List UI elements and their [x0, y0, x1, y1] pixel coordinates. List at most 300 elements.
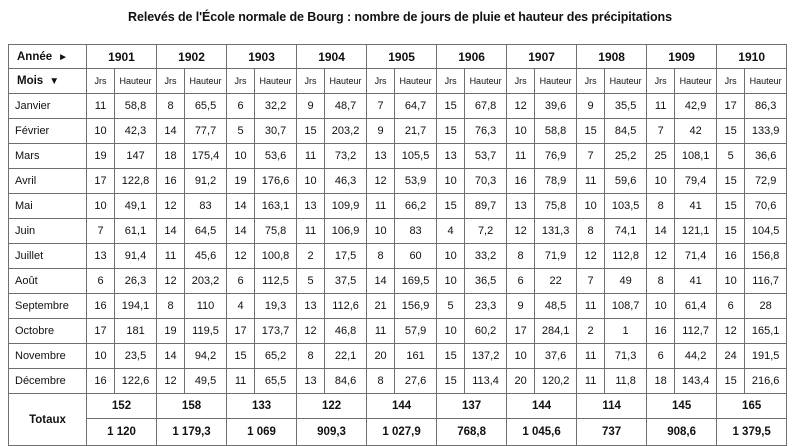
hauteur-cell: 23,5 [115, 344, 157, 369]
total-jours-cell: 122 [297, 394, 367, 419]
total-hauteur-cell: 908,6 [647, 419, 717, 446]
jours-cell: 17 [717, 94, 745, 119]
hauteur-cell: 42,9 [675, 94, 717, 119]
jours-cell: 13 [87, 244, 115, 269]
jours-cell: 11 [297, 144, 325, 169]
hauteur-cell: 67,8 [465, 94, 507, 119]
jours-cell: 11 [227, 369, 255, 394]
hauteur-cell: 161 [395, 344, 437, 369]
jours-cell: 20 [507, 369, 535, 394]
hauteur-cell: 37,6 [535, 344, 577, 369]
jours-cell: 16 [507, 169, 535, 194]
month-label: Octobre [9, 319, 87, 344]
jours-cell: 6 [647, 344, 675, 369]
jours-cell: 12 [717, 319, 745, 344]
jours-cell: 11 [367, 194, 395, 219]
table-row [9, 294, 787, 319]
jrs-header: Jrs [367, 69, 395, 94]
year-header: 1908 [577, 45, 647, 69]
month-label: Juin [9, 219, 87, 244]
month-label: Mars [9, 144, 87, 169]
hauteur-cell: 30,7 [255, 119, 297, 144]
total-jours-cell: 165 [717, 394, 787, 419]
table-row [9, 94, 787, 119]
jours-cell: 6 [717, 294, 745, 319]
total-jours-cell: 137 [437, 394, 507, 419]
hauteur-cell: 35,5 [605, 94, 647, 119]
jrs-header: Jrs [297, 69, 325, 94]
jours-cell: 16 [87, 369, 115, 394]
jours-cell: 7 [367, 94, 395, 119]
total-jours-cell: 114 [577, 394, 647, 419]
jrs-header: Jrs [437, 69, 465, 94]
hauteur-cell: 36,5 [465, 269, 507, 294]
hauteur-cell: 53,7 [465, 144, 507, 169]
hauteur-cell: 36,6 [745, 144, 787, 169]
jours-cell: 10 [437, 169, 465, 194]
jours-cell: 18 [157, 144, 185, 169]
hauteur-cell: 86,3 [745, 94, 787, 119]
jours-cell: 10 [507, 344, 535, 369]
jours-cell: 14 [367, 269, 395, 294]
hauteur-cell: 203,2 [185, 269, 227, 294]
jours-cell: 7 [577, 269, 605, 294]
jours-cell: 25 [647, 144, 675, 169]
month-label: Août [9, 269, 87, 294]
year-header: 1906 [437, 45, 507, 69]
jours-cell: 15 [717, 369, 745, 394]
hauteur-cell: 106,9 [325, 219, 367, 244]
total-hauteur-cell: 1 027,9 [367, 419, 437, 446]
total-hauteur-cell: 1 120 [87, 419, 157, 446]
jours-cell: 12 [367, 169, 395, 194]
jours-cell: 12 [647, 244, 675, 269]
jours-cell: 9 [577, 94, 605, 119]
jours-cell: 10 [87, 344, 115, 369]
hauteur-cell: 116,7 [745, 269, 787, 294]
jours-cell: 15 [437, 369, 465, 394]
jrs-header: Jrs [507, 69, 535, 94]
jours-cell: 12 [227, 244, 255, 269]
jours-cell: 16 [647, 319, 675, 344]
hauteur-cell: 17,5 [325, 244, 367, 269]
hauteur-cell: 76,9 [535, 144, 577, 169]
right-arrow-icon: ► [58, 51, 69, 63]
jours-cell: 5 [717, 144, 745, 169]
hauteur-header: Hauteur [745, 69, 787, 94]
hauteur-cell: 147 [115, 144, 157, 169]
hauteur-cell: 42 [675, 119, 717, 144]
month-label: Juillet [9, 244, 87, 269]
total-jours-cell: 145 [647, 394, 717, 419]
totals-hauteur-row [9, 419, 787, 446]
jours-cell: 17 [507, 319, 535, 344]
hauteur-cell: 65,2 [255, 344, 297, 369]
hauteur-cell: 53,6 [255, 144, 297, 169]
hauteur-cell: 26,3 [115, 269, 157, 294]
hauteur-cell: 53,9 [395, 169, 437, 194]
hauteur-header: Hauteur [465, 69, 507, 94]
hauteur-cell: 176,6 [255, 169, 297, 194]
totals-jours-row [9, 394, 787, 419]
hauteur-cell: 64,5 [185, 219, 227, 244]
total-jours-cell: 158 [157, 394, 227, 419]
jours-cell: 14 [157, 119, 185, 144]
hauteur-cell: 75,8 [255, 219, 297, 244]
table-title: Relevés de l'École normale de Bourg : nombre de jours de pluie et hauteur des précipitations [128, 10, 672, 24]
jours-cell: 20 [367, 344, 395, 369]
year-header: 1907 [507, 45, 577, 69]
hauteur-cell: 175,4 [185, 144, 227, 169]
jours-cell: 6 [87, 269, 115, 294]
hauteur-cell: 203,2 [325, 119, 367, 144]
hauteur-cell: 109,9 [325, 194, 367, 219]
hauteur-cell: 143,4 [675, 369, 717, 394]
month-label: Décembre [9, 369, 87, 394]
hauteur-cell: 78,9 [535, 169, 577, 194]
jours-cell: 10 [437, 244, 465, 269]
hauteur-cell: 121,1 [675, 219, 717, 244]
hauteur-cell: 91,2 [185, 169, 227, 194]
jours-cell: 15 [437, 344, 465, 369]
table-row [9, 369, 787, 394]
hauteur-cell: 23,3 [465, 294, 507, 319]
jours-cell: 7 [87, 219, 115, 244]
hauteur-cell: 156,9 [395, 294, 437, 319]
hauteur-cell: 104,5 [745, 219, 787, 244]
hauteur-cell: 27,6 [395, 369, 437, 394]
hauteur-cell: 110 [185, 294, 227, 319]
mois-label: Mois [17, 75, 44, 87]
down-arrow-icon: ▼ [49, 76, 60, 87]
jrs-header: Jrs [227, 69, 255, 94]
table-row [9, 269, 787, 294]
jours-cell: 13 [437, 144, 465, 169]
hauteur-cell: 70,6 [745, 194, 787, 219]
totaux-label: Totaux [9, 394, 87, 446]
jours-cell: 6 [227, 94, 255, 119]
hauteur-cell: 113,4 [465, 369, 507, 394]
mois-header [9, 69, 87, 94]
jours-cell: 5 [227, 119, 255, 144]
jours-cell: 10 [507, 119, 535, 144]
total-hauteur-cell: 768,8 [437, 419, 507, 446]
year-header: 1904 [297, 45, 367, 69]
hauteur-cell: 112,5 [255, 269, 297, 294]
jours-cell: 8 [367, 244, 395, 269]
year-header: 1910 [717, 45, 787, 69]
jours-cell: 15 [717, 219, 745, 244]
hauteur-cell: 11,8 [605, 369, 647, 394]
hauteur-cell: 108,1 [675, 144, 717, 169]
hauteur-cell: 76,3 [465, 119, 507, 144]
hauteur-cell: 1 [605, 319, 647, 344]
jours-cell: 13 [297, 369, 325, 394]
jours-cell: 14 [157, 344, 185, 369]
jours-cell: 12 [157, 194, 185, 219]
jours-cell: 5 [437, 294, 465, 319]
jours-cell: 2 [297, 244, 325, 269]
hauteur-cell: 122,8 [115, 169, 157, 194]
jours-cell: 12 [157, 269, 185, 294]
month-label: Février [9, 119, 87, 144]
jours-cell: 12 [507, 94, 535, 119]
hauteur-cell: 65,5 [255, 369, 297, 394]
hauteur-cell: 83 [395, 219, 437, 244]
hauteur-cell: 105,5 [395, 144, 437, 169]
jours-cell: 10 [647, 294, 675, 319]
jours-cell: 13 [297, 194, 325, 219]
jours-cell: 15 [437, 94, 465, 119]
jours-cell: 16 [87, 294, 115, 319]
hauteur-cell: 91,4 [115, 244, 157, 269]
jrs-header: Jrs [647, 69, 675, 94]
hauteur-cell: 173,7 [255, 319, 297, 344]
hauteur-cell: 70,3 [465, 169, 507, 194]
hauteur-cell: 73,2 [325, 144, 367, 169]
hauteur-cell: 37,5 [325, 269, 367, 294]
jours-cell: 15 [297, 119, 325, 144]
year-header: 1903 [227, 45, 297, 69]
jours-cell: 8 [367, 369, 395, 394]
jours-cell: 12 [157, 369, 185, 394]
hauteur-cell: 44,2 [675, 344, 717, 369]
table-row [9, 119, 787, 144]
annee-header [9, 45, 87, 69]
hauteur-cell: 181 [115, 319, 157, 344]
jours-cell: 10 [87, 194, 115, 219]
jours-cell: 21 [367, 294, 395, 319]
jours-cell: 10 [647, 169, 675, 194]
hauteur-cell: 49,1 [115, 194, 157, 219]
jours-cell: 7 [647, 119, 675, 144]
hauteur-cell: 48,5 [535, 294, 577, 319]
hauteur-cell: 22 [535, 269, 577, 294]
jours-cell: 6 [507, 269, 535, 294]
jours-cell: 10 [437, 319, 465, 344]
hauteur-header: Hauteur [185, 69, 227, 94]
jours-cell: 17 [87, 169, 115, 194]
hauteur-cell: 71,3 [605, 344, 647, 369]
hauteur-cell: 100,8 [255, 244, 297, 269]
jours-cell: 12 [577, 244, 605, 269]
hauteur-cell: 64,7 [395, 94, 437, 119]
annee-label: Année [17, 50, 53, 63]
jours-cell: 13 [507, 194, 535, 219]
jours-cell: 14 [157, 219, 185, 244]
table-row [9, 194, 787, 219]
jours-cell: 8 [157, 94, 185, 119]
hauteur-cell: 137,2 [465, 344, 507, 369]
hauteur-cell: 71,4 [675, 244, 717, 269]
jours-cell: 19 [87, 144, 115, 169]
jours-cell: 10 [87, 119, 115, 144]
hauteur-cell: 46,8 [325, 319, 367, 344]
year-header: 1909 [647, 45, 717, 69]
hauteur-cell: 22,1 [325, 344, 367, 369]
jours-cell: 11 [647, 94, 675, 119]
jours-cell: 8 [577, 219, 605, 244]
jours-cell: 15 [717, 194, 745, 219]
hauteur-cell: 41 [675, 194, 717, 219]
hauteur-cell: 60 [395, 244, 437, 269]
hauteur-cell: 46,3 [325, 169, 367, 194]
month-label: Septembre [9, 294, 87, 319]
hauteur-cell: 61,1 [115, 219, 157, 244]
hauteur-cell: 74,1 [605, 219, 647, 244]
jours-cell: 15 [577, 119, 605, 144]
jours-cell: 19 [227, 169, 255, 194]
jours-cell: 14 [647, 219, 675, 244]
table-row [9, 319, 787, 344]
month-label: Avril [9, 169, 87, 194]
jours-cell: 8 [647, 269, 675, 294]
hauteur-cell: 75,8 [535, 194, 577, 219]
total-hauteur-cell: 737 [577, 419, 647, 446]
jours-cell: 12 [507, 219, 535, 244]
hauteur-cell: 112,7 [675, 319, 717, 344]
jours-cell: 15 [227, 344, 255, 369]
jours-cell: 14 [227, 219, 255, 244]
table-row [9, 244, 787, 269]
hauteur-cell: 84,6 [325, 369, 367, 394]
hauteur-cell: 42,3 [115, 119, 157, 144]
table-row [9, 144, 787, 169]
jours-cell: 10 [297, 169, 325, 194]
hauteur-cell: 33,2 [465, 244, 507, 269]
jours-cell: 14 [227, 194, 255, 219]
hauteur-cell: 49 [605, 269, 647, 294]
hauteur-cell: 79,4 [675, 169, 717, 194]
precipitation-table [8, 44, 787, 446]
hauteur-cell: 57,9 [395, 319, 437, 344]
hauteur-cell: 94,2 [185, 344, 227, 369]
hauteur-cell: 65,5 [185, 94, 227, 119]
jours-cell: 11 [577, 344, 605, 369]
jours-cell: 15 [717, 119, 745, 144]
hauteur-header: Hauteur [535, 69, 577, 94]
hauteur-cell: 66,2 [395, 194, 437, 219]
hauteur-header: Hauteur [605, 69, 647, 94]
jrs-header: Jrs [577, 69, 605, 94]
hauteur-cell: 25,2 [605, 144, 647, 169]
hauteur-cell: 58,8 [535, 119, 577, 144]
hauteur-header: Hauteur [115, 69, 157, 94]
jours-cell: 17 [87, 319, 115, 344]
jours-cell: 11 [367, 319, 395, 344]
jours-cell: 11 [157, 244, 185, 269]
hauteur-cell: 284,1 [535, 319, 577, 344]
hauteur-cell: 112,6 [325, 294, 367, 319]
total-jours-cell: 144 [507, 394, 577, 419]
jours-cell: 10 [367, 219, 395, 244]
jours-cell: 13 [297, 294, 325, 319]
hauteur-cell: 133,9 [745, 119, 787, 144]
jrs-header: Jrs [717, 69, 745, 94]
hauteur-cell: 77,7 [185, 119, 227, 144]
year-header-row [9, 45, 787, 69]
jours-cell: 9 [297, 94, 325, 119]
hauteur-cell: 83 [185, 194, 227, 219]
hauteur-cell: 7,2 [465, 219, 507, 244]
hauteur-cell: 131,3 [535, 219, 577, 244]
hauteur-cell: 48,7 [325, 94, 367, 119]
jours-cell: 11 [577, 169, 605, 194]
jours-cell: 9 [507, 294, 535, 319]
jours-cell: 10 [437, 269, 465, 294]
hauteur-cell: 122,6 [115, 369, 157, 394]
hauteur-cell: 21,7 [395, 119, 437, 144]
hauteur-header: Hauteur [395, 69, 437, 94]
jrs-header: Jrs [157, 69, 185, 94]
jours-cell: 10 [227, 144, 255, 169]
sub-header-row [9, 69, 787, 94]
hauteur-cell: 216,6 [745, 369, 787, 394]
jrs-header: Jrs [87, 69, 115, 94]
total-hauteur-cell: 1 045,6 [507, 419, 577, 446]
month-label: Janvier [9, 94, 87, 119]
total-jours-cell: 152 [87, 394, 157, 419]
jours-cell: 16 [717, 244, 745, 269]
hauteur-cell: 112,8 [605, 244, 647, 269]
jours-cell: 9 [367, 119, 395, 144]
jours-cell: 15 [437, 119, 465, 144]
jours-cell: 15 [437, 194, 465, 219]
hauteur-cell: 39,6 [535, 94, 577, 119]
month-label: Mai [9, 194, 87, 219]
hauteur-cell: 49,5 [185, 369, 227, 394]
jours-cell: 15 [717, 169, 745, 194]
total-jours-cell: 144 [367, 394, 437, 419]
hauteur-cell: 120,2 [535, 369, 577, 394]
month-label: Novembre [9, 344, 87, 369]
year-header: 1901 [87, 45, 157, 69]
hauteur-cell: 72,9 [745, 169, 787, 194]
hauteur-cell: 19,3 [255, 294, 297, 319]
hauteur-header: Hauteur [675, 69, 717, 94]
hauteur-cell: 165,1 [745, 319, 787, 344]
year-header: 1905 [367, 45, 437, 69]
jours-cell: 12 [297, 319, 325, 344]
total-hauteur-cell: 1 179,3 [157, 419, 227, 446]
hauteur-cell: 32,2 [255, 94, 297, 119]
jours-cell: 17 [227, 319, 255, 344]
year-header: 1902 [157, 45, 227, 69]
hauteur-cell: 194,1 [115, 294, 157, 319]
hauteur-header: Hauteur [255, 69, 297, 94]
hauteur-header: Hauteur [325, 69, 367, 94]
hauteur-cell: 84,5 [605, 119, 647, 144]
hauteur-cell: 58,8 [115, 94, 157, 119]
jours-cell: 8 [297, 344, 325, 369]
table-row [9, 344, 787, 369]
jours-cell: 6 [227, 269, 255, 294]
jours-cell: 2 [577, 319, 605, 344]
jours-cell: 8 [157, 294, 185, 319]
hauteur-cell: 119,5 [185, 319, 227, 344]
hauteur-cell: 163,1 [255, 194, 297, 219]
hauteur-cell: 41 [675, 269, 717, 294]
total-jours-cell: 133 [227, 394, 297, 419]
total-hauteur-cell: 1 069 [227, 419, 297, 446]
table-row [9, 219, 787, 244]
hauteur-cell: 191,5 [745, 344, 787, 369]
hauteur-cell: 103,5 [605, 194, 647, 219]
jours-cell: 16 [157, 169, 185, 194]
hauteur-cell: 59,6 [605, 169, 647, 194]
jours-cell: 24 [717, 344, 745, 369]
table-row [9, 169, 787, 194]
